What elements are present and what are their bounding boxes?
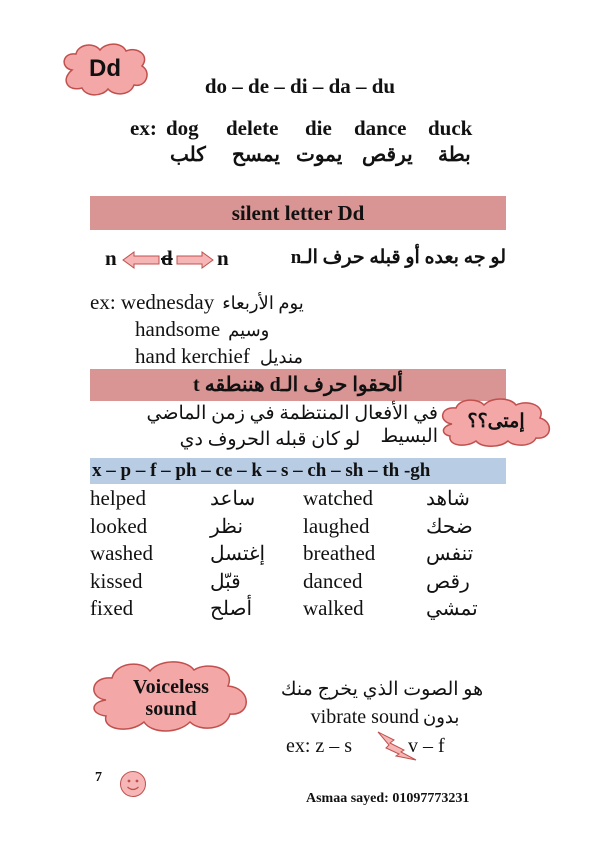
dd-badge-label: Dd	[89, 54, 121, 82]
verb-ar-col2: تمشي	[426, 598, 478, 620]
verb-en-col1: looked	[90, 513, 148, 538]
silent-example-3-en: hand kerchief	[135, 344, 250, 368]
verb-en-col2: watched	[303, 486, 373, 510]
verbs-table	[90, 486, 506, 626]
t-rule-line1: في الأفعال المنتظمة في زمن الماضي البسيط	[146, 403, 438, 447]
example-words	[130, 116, 490, 142]
t-rule-line2: لو كان قبله الحروف دي	[179, 429, 361, 450]
silent-example-3-ar: منديل	[259, 347, 304, 367]
verb-en-col2: laughed	[303, 513, 370, 538]
dd-cloud-badge	[58, 40, 152, 98]
t-sound-title: ألحقوا حرف الـd هننطقه t	[193, 374, 403, 396]
voiceless-desc-ar: هو الصوت الذي يخرج منك	[280, 679, 484, 700]
verb-ar-col2: شاهد	[426, 488, 470, 510]
arabic-dog: كلب	[170, 144, 206, 166]
verb-en-col2: walked	[303, 596, 364, 620]
verb-ar-col1: نظر	[210, 515, 244, 538]
when-cloud-badge	[436, 396, 556, 448]
verb-en-col2: breathed	[303, 541, 376, 565]
arabic-die: يموت	[296, 144, 343, 166]
voiceless-example-left: ex: z – s	[286, 735, 353, 757]
arabic-dance: يرقص	[362, 144, 413, 166]
voiceless-cloud-badge	[86, 658, 256, 738]
example-word-die: die	[305, 116, 332, 140]
verb-en-col1: fixed	[90, 596, 134, 620]
rule-arabic: لو جه بعده أو قبله حرف الـn	[290, 247, 506, 268]
voiceless-badge-line2: sound	[145, 698, 197, 720]
voiceless-example-right: v – f	[408, 735, 445, 757]
arrow-right-icon	[176, 251, 214, 269]
voiceless-desc-ar2: بدون	[422, 707, 460, 727]
author-credit: Asmaa sayed: 01097773231	[306, 791, 470, 806]
voiceless-badge-line1: Voiceless	[133, 676, 209, 698]
silent-example-1	[90, 290, 390, 316]
silent-example-2	[135, 317, 395, 343]
example-word-duck: duck	[428, 116, 473, 140]
arabic-duck: بطة	[438, 144, 471, 166]
silent-example-1-en: ex: wednesday	[90, 290, 215, 314]
smiley-icon	[119, 770, 147, 798]
page-number: 7	[95, 770, 102, 785]
example-word-dance: dance	[354, 116, 407, 140]
verb-ar-col1: قبّل	[210, 570, 241, 593]
rule-silent-d	[161, 246, 173, 271]
silent-letter-title: silent letter Dd	[231, 201, 365, 225]
silent-letter-bar	[90, 196, 506, 230]
verb-ar-col2: تنفس	[426, 543, 474, 565]
voiceless-desc-en: vibrate sound	[310, 706, 419, 728]
verb-en-col1: helped	[90, 486, 146, 510]
voiceless-letters: x – p – f – ph – ce – k – s – ch – sh – th -gh	[92, 460, 431, 481]
syllables-line: do – de – di – da – du	[204, 74, 396, 98]
arrow-left-icon	[122, 251, 160, 269]
verb-ar-col1: ساعد	[210, 488, 256, 510]
silent-example-2-ar: وسيم	[228, 320, 270, 340]
silent-example-2-en: handsome	[135, 317, 221, 341]
silent-example-3	[135, 344, 395, 370]
when-badge-label: إمتى؟؟	[467, 410, 525, 432]
verb-ar-col2: ضحك	[426, 515, 473, 538]
silent-example-1-ar: يوم الأربعاء	[222, 293, 304, 313]
example-word-delete: delete	[226, 116, 279, 140]
example-arabic	[130, 142, 490, 168]
verb-ar-col1: أصلح	[210, 598, 253, 620]
rule-n-right: n	[217, 246, 229, 270]
verb-en-col2: danced	[303, 568, 363, 593]
verb-en-col1: washed	[90, 541, 153, 565]
verb-en-col1: kissed	[90, 568, 143, 593]
voiceless-badge-label	[86, 658, 256, 738]
example-word-dog: dog	[166, 116, 199, 140]
voiceless-desc-line2	[270, 706, 500, 729]
rule-silent-d-text: d	[161, 246, 173, 270]
verb-ar-col1: إغتسل	[210, 543, 266, 565]
verb-ar-col2: رقص	[426, 570, 470, 593]
example-prefix: ex:	[130, 116, 157, 140]
voiceless-letters-bar	[90, 458, 506, 484]
arabic-delete: يمسح	[232, 144, 280, 166]
rule-n-left: n	[105, 246, 117, 270]
